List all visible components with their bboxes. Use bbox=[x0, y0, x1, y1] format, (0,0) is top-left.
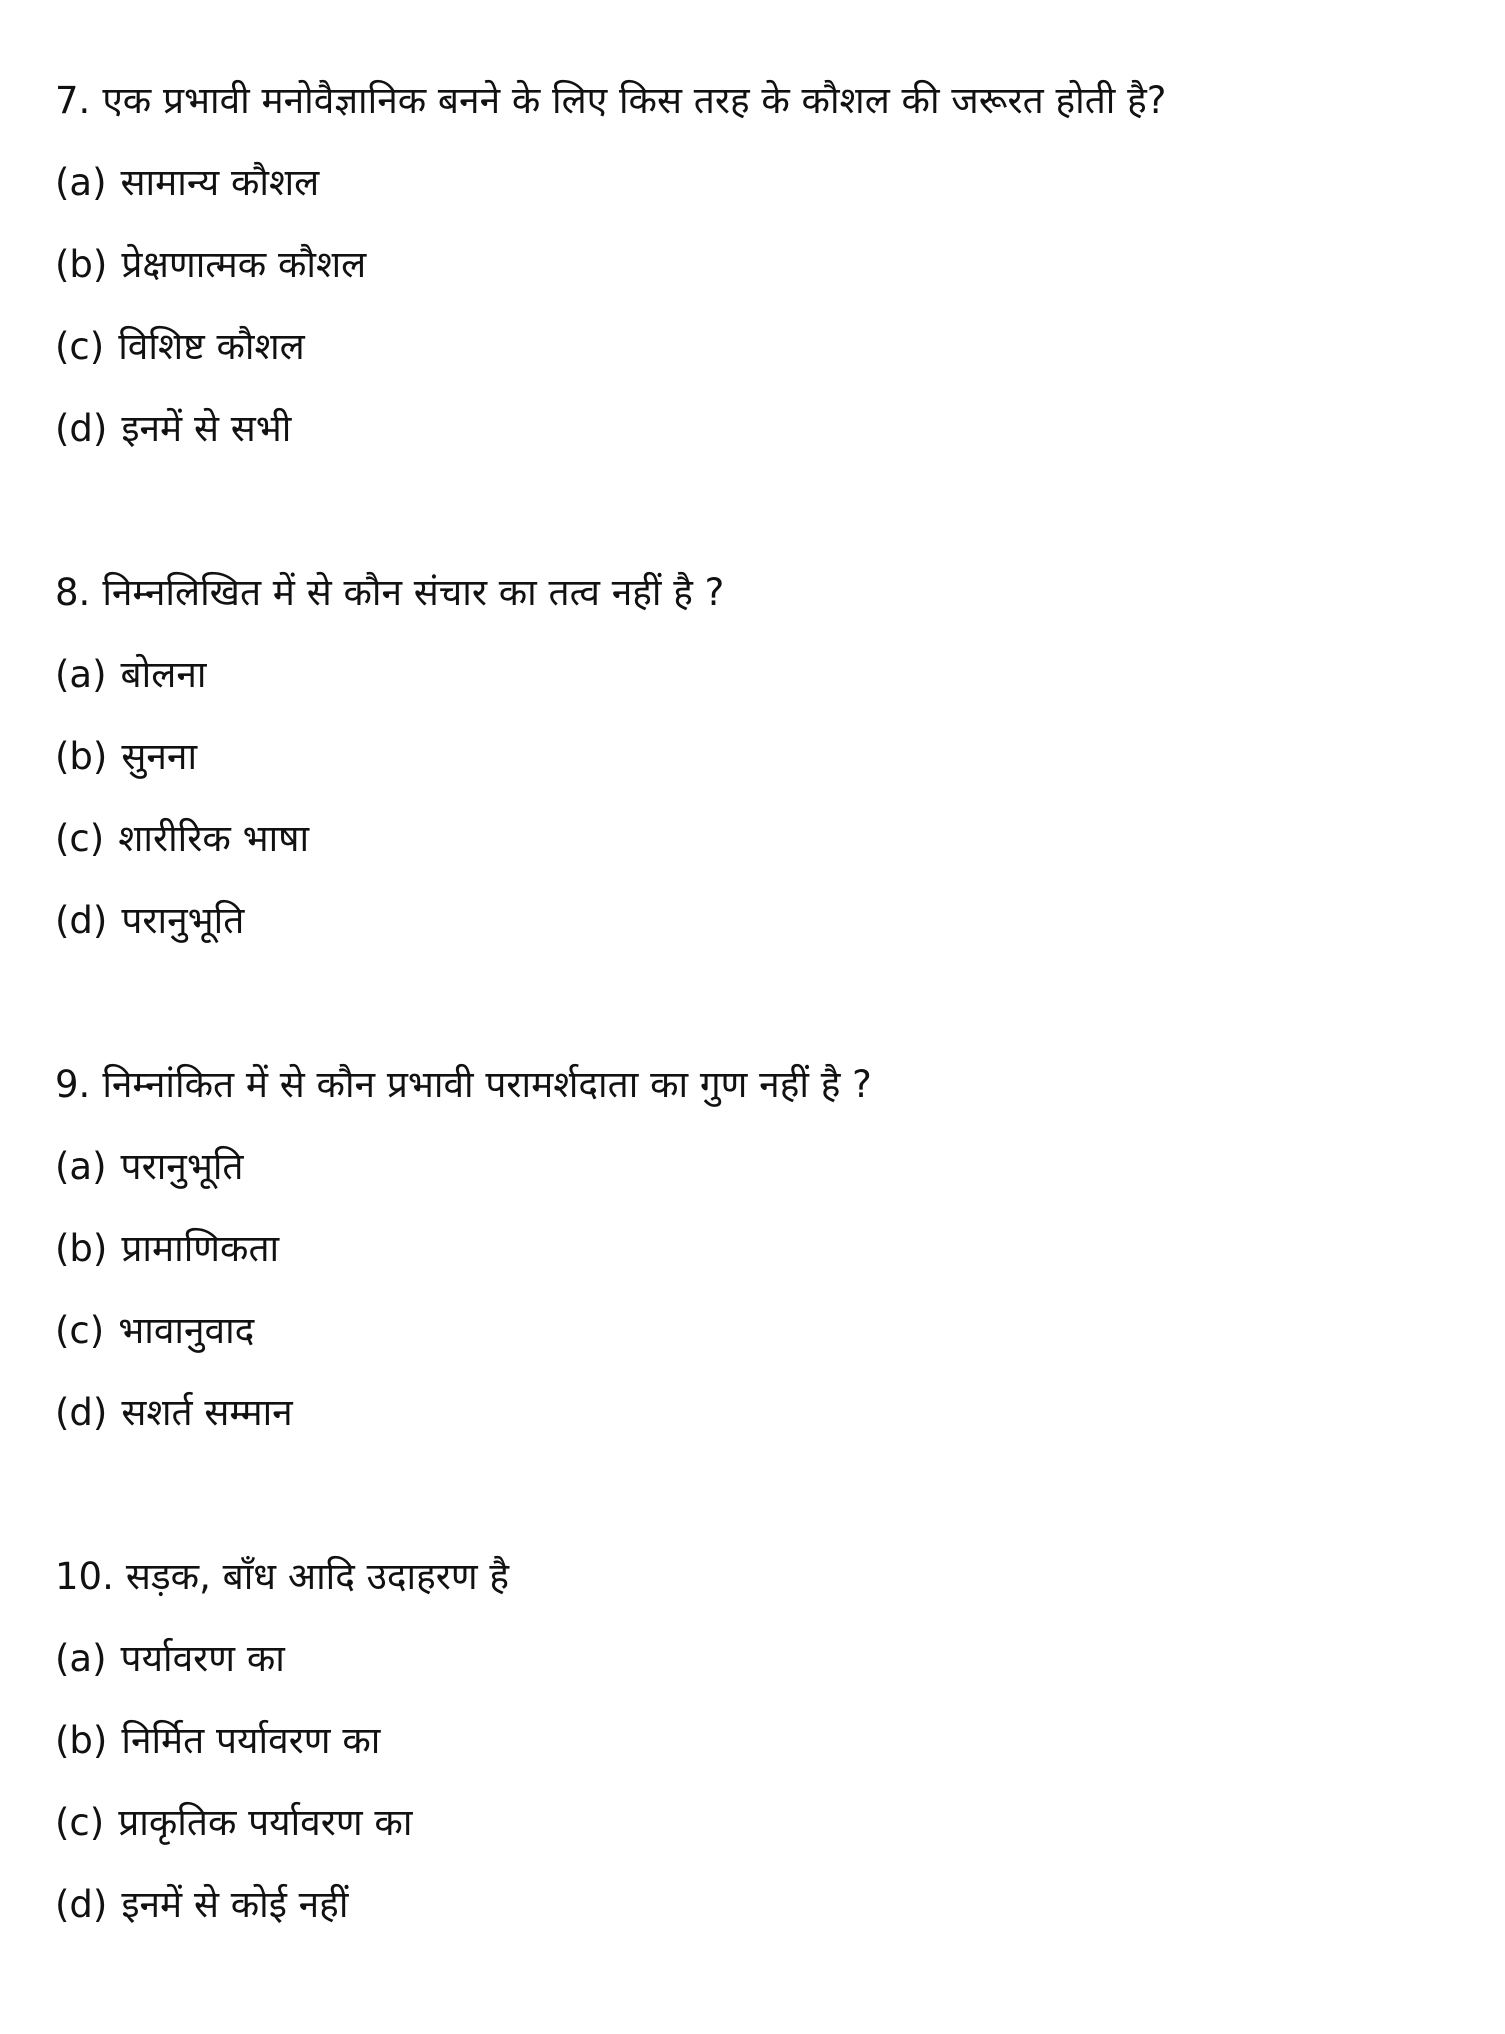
option-text: इनमें से कोई नहीं bbox=[121, 1883, 349, 1926]
option-text: शारीरिक भाषा bbox=[118, 817, 310, 860]
option-label: (c) bbox=[55, 817, 105, 860]
question-text: सड़क, बाँध आदि उदाहरण है bbox=[125, 1555, 510, 1598]
option-text: प्राकृतिक पर्यावरण का bbox=[118, 1801, 413, 1844]
option-text: प्रेक्षणात्मक कौशल bbox=[121, 243, 367, 286]
question-9 bbox=[55, 1044, 1465, 1454]
option-a bbox=[55, 634, 1465, 716]
question-document bbox=[55, 60, 1465, 2028]
question-text: एक प्रभावी मनोवैज्ञानिक बनने के लिए किस तरह के कौशल की जरूरत होती है? bbox=[102, 79, 1167, 122]
option-text: विशिष्ट कौशल bbox=[118, 325, 305, 368]
option-b bbox=[55, 716, 1465, 798]
option-label: (d) bbox=[55, 407, 108, 450]
question-stem bbox=[55, 60, 1465, 142]
question-number: 9. bbox=[55, 1063, 91, 1106]
question-text: निम्नलिखित में से कौन संचार का तत्व नहीं है ? bbox=[102, 571, 725, 614]
option-c bbox=[55, 306, 1465, 388]
option-text: बोलना bbox=[120, 653, 207, 696]
option-label: (a) bbox=[55, 1145, 107, 1188]
option-label: (a) bbox=[55, 653, 107, 696]
question-stem bbox=[55, 1044, 1465, 1126]
question-10 bbox=[55, 1536, 1465, 1946]
option-label: (b) bbox=[55, 243, 108, 286]
option-text: प्रामाणिकता bbox=[121, 1227, 280, 1270]
option-label: (d) bbox=[55, 1883, 108, 1926]
option-text: परानुभूति bbox=[120, 1145, 244, 1188]
question-stem bbox=[55, 552, 1465, 634]
question-text: निम्नांकित में से कौन प्रभावी परामर्शदाता का गुण नहीं है ? bbox=[102, 1063, 872, 1106]
option-c bbox=[55, 1290, 1465, 1372]
option-a bbox=[55, 142, 1465, 224]
option-text: निर्मित पर्यावरण का bbox=[121, 1719, 381, 1762]
option-label: (c) bbox=[55, 325, 105, 368]
question-number: 10. bbox=[55, 1555, 114, 1598]
option-label: (d) bbox=[55, 899, 108, 942]
question-stem bbox=[55, 1536, 1465, 1618]
option-text: सामान्य कौशल bbox=[120, 161, 320, 204]
option-text: परानुभूति bbox=[121, 899, 245, 942]
option-a bbox=[55, 1126, 1465, 1208]
option-label: (a) bbox=[55, 161, 107, 204]
question-number: 8. bbox=[55, 571, 91, 614]
question-7 bbox=[55, 60, 1465, 470]
option-text: सशर्त सम्मान bbox=[121, 1391, 293, 1434]
option-text: इनमें से सभी bbox=[121, 407, 292, 450]
question-8 bbox=[55, 552, 1465, 962]
option-text: पर्यावरण का bbox=[120, 1637, 285, 1680]
option-label: (b) bbox=[55, 1719, 108, 1762]
option-label: (d) bbox=[55, 1391, 108, 1434]
option-c bbox=[55, 1782, 1465, 1864]
option-b bbox=[55, 1700, 1465, 1782]
option-label: (c) bbox=[55, 1801, 105, 1844]
option-text: भावानुवाद bbox=[118, 1309, 255, 1352]
option-b bbox=[55, 1208, 1465, 1290]
option-label: (b) bbox=[55, 735, 108, 778]
option-d bbox=[55, 1864, 1465, 1946]
option-d bbox=[55, 388, 1465, 470]
option-label: (a) bbox=[55, 1637, 107, 1680]
option-c bbox=[55, 798, 1465, 880]
option-a bbox=[55, 1618, 1465, 1700]
option-label: (b) bbox=[55, 1227, 108, 1270]
option-label: (c) bbox=[55, 1309, 105, 1352]
option-d bbox=[55, 880, 1465, 962]
option-d bbox=[55, 1372, 1465, 1454]
option-b bbox=[55, 224, 1465, 306]
question-number: 7. bbox=[55, 79, 91, 122]
option-text: सुनना bbox=[121, 735, 198, 778]
